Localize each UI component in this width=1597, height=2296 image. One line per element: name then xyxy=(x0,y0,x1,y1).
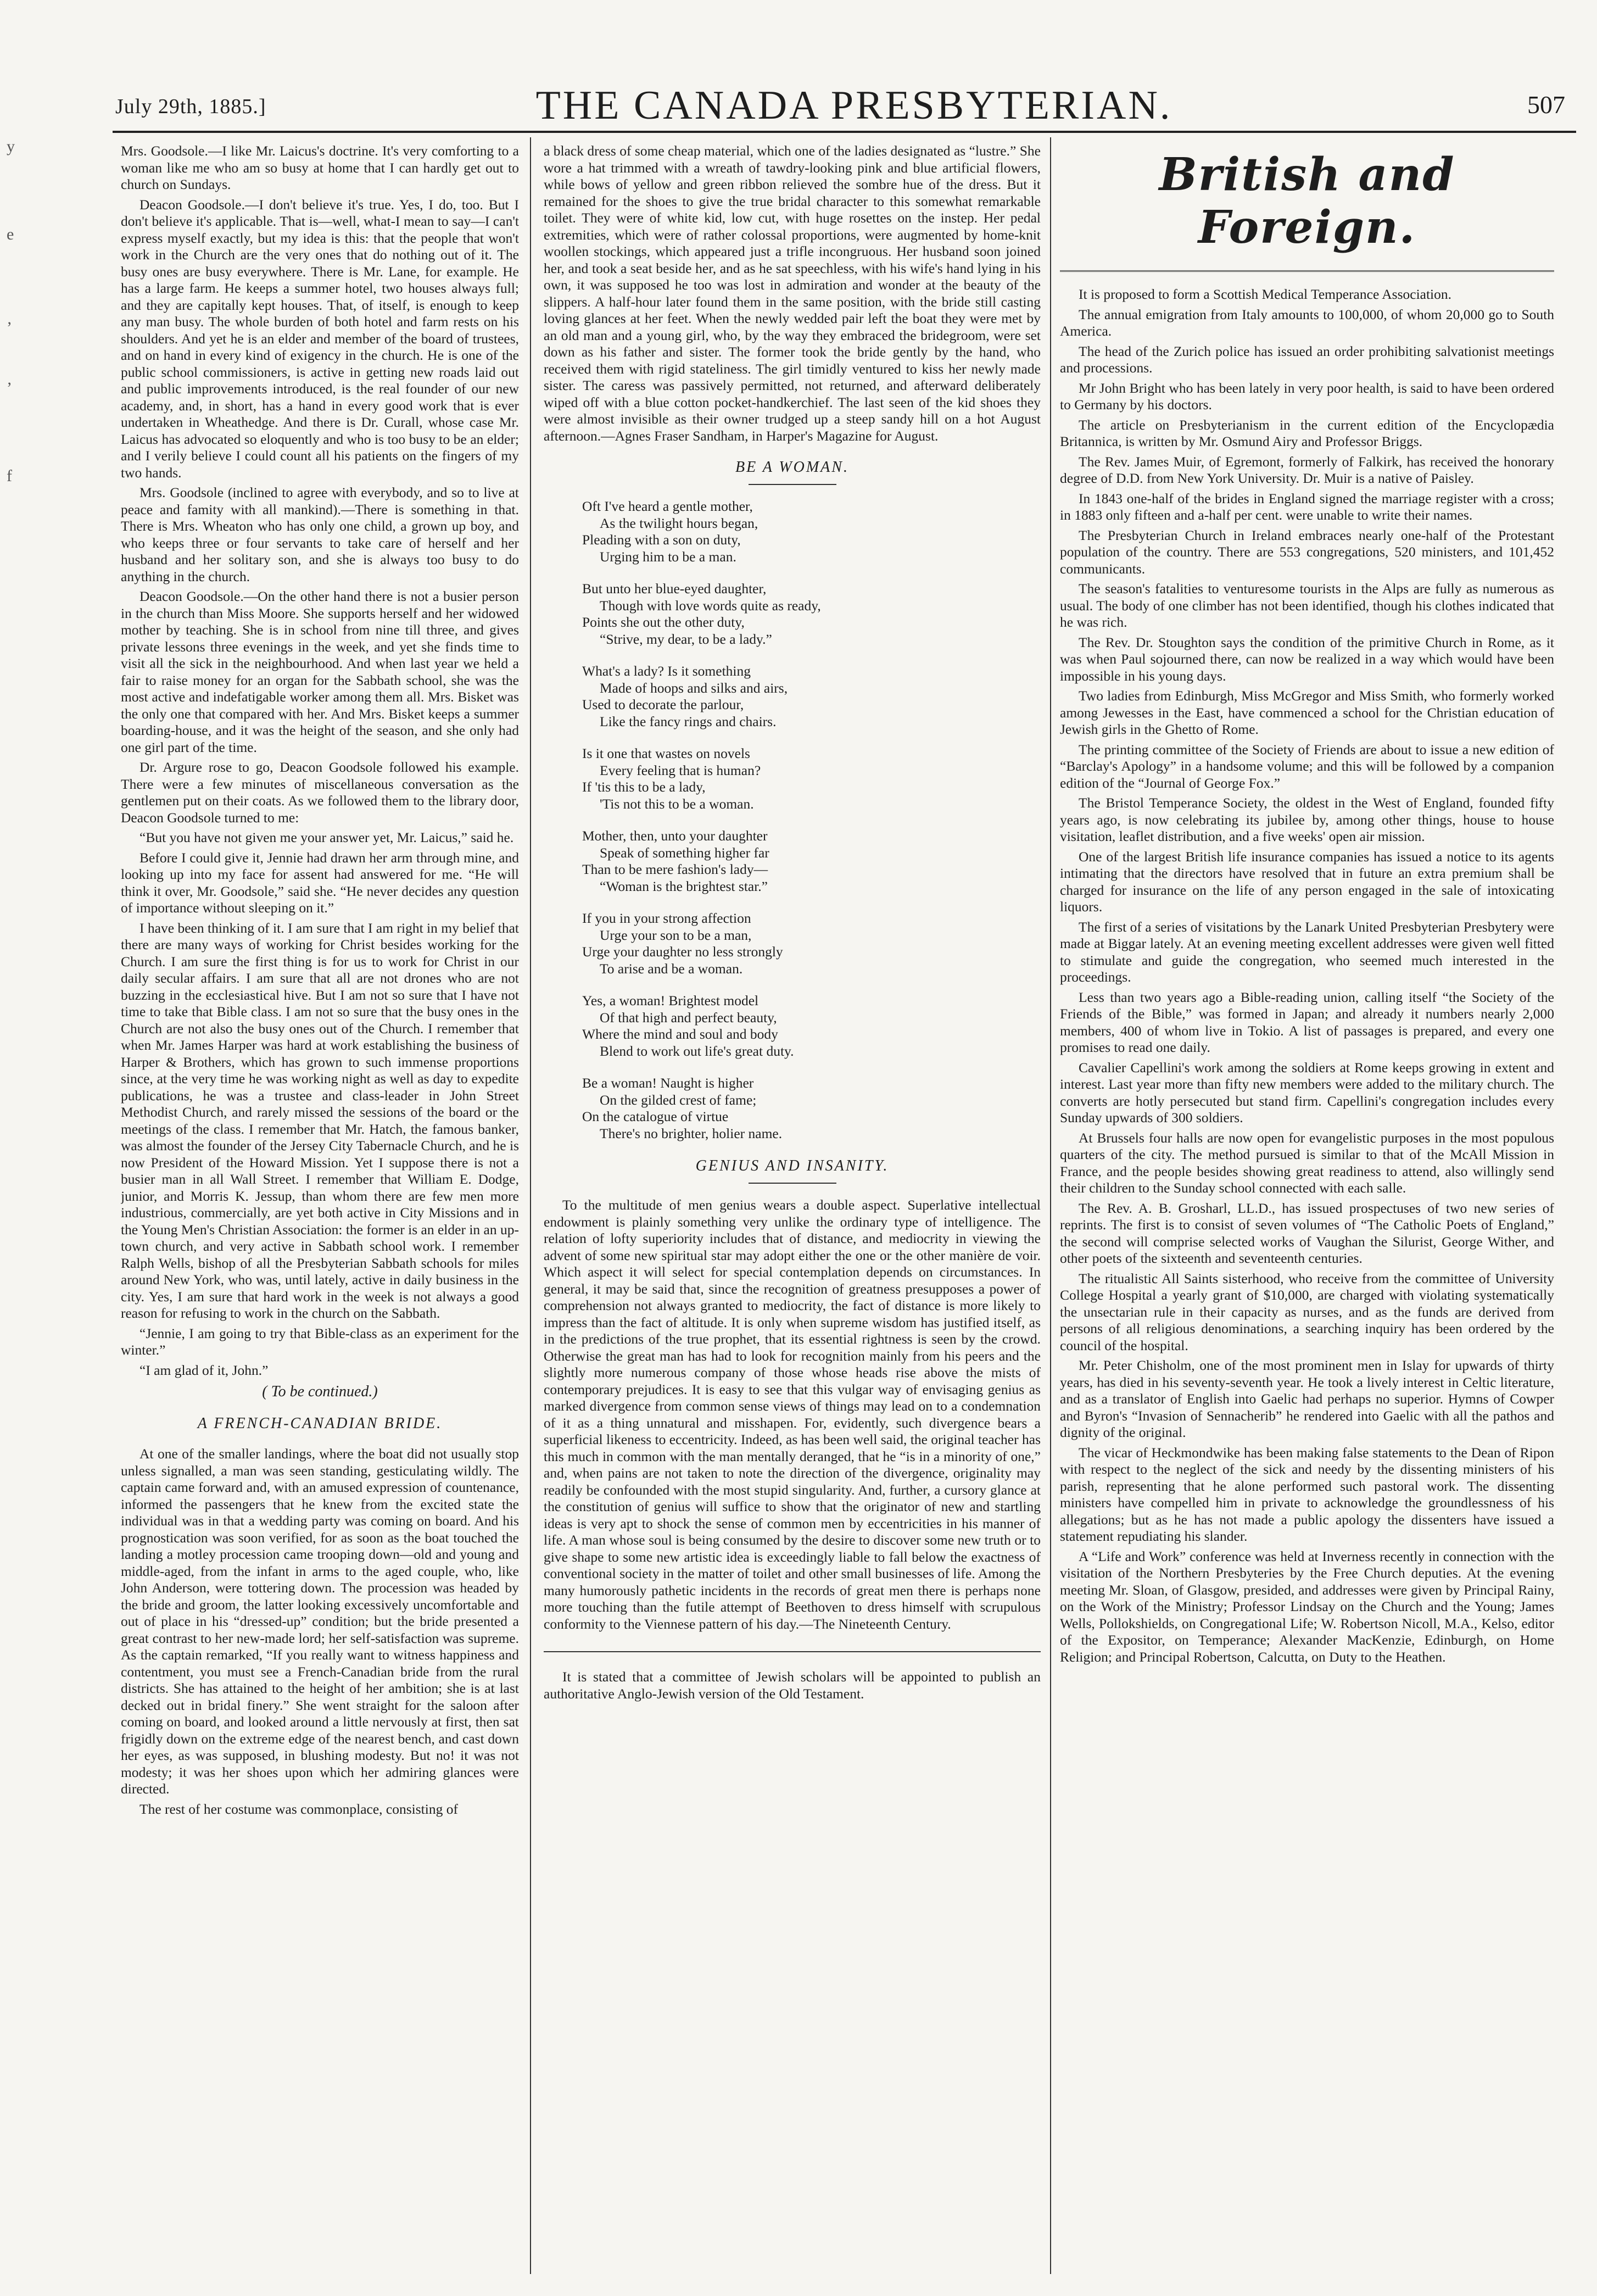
poem-line: Though with love words quite as ready, xyxy=(600,597,821,614)
paragraph: Mrs. Goodsole.—I like Mr. Laicus's doctrine. It's very comforting to a woman like me who am so busy at home that I can hardly get out to church on Sundays. xyxy=(121,143,519,192)
paragraph: I have been thinking of it. I am sure that I am right in my belief that there are many ways of working for Christ besides working for the Church. I am sure the first thing is for us to work for Christ in our daily secular affairs. I am sure that all are not drones who are not buzzing in the ecclesiastical hive. But I am not so sure that I have not time to take that Bible class. I am not so sure that the busy ones in the Church are not also the busy ones out of the Church. I remember that when Mr. James Harper was hard at work establishing the business of Harper & Brothers, which has grown to such immense proportions since, at the very time he was working night as well as day to expedite publications, he was a trustee and class-leader in John Street Methodist Church, and rarely missed the sessions of the board or the meetings of the class. I remember that Mr. Hatch, the famous banker, was almost the founder of the Jersey City Tabernacle Church, and he is now President of the Howard Mission. Yet I suppose there is not a busier man in all Wall Street. I remember that William E. Dodge, junior, and Morris K. Jessup, than whom there are few men more industrious, commercially, are yet both active in City Missions and in the Young Men's Christian Association: the former is an elder in an up-town church, and very active in Sabbath school work. I remember Ralph Wells, bishop of all the Presbyterian Sabbath schools for miles around New York, who was, until lately, active in daily business in the city. Yes, I am sure that hard work in the week is not always a good reason for refusing to work in the church on the Sabbath. xyxy=(121,919,519,1321)
poem-line: Of that high and perfect beauty, xyxy=(600,1009,777,1026)
heading-rule xyxy=(749,1183,836,1184)
issue-date: July 29th, 1885.] xyxy=(115,95,266,118)
news-item: Two ladies from Edinburgh, Miss McGregor and Miss Smith, who formerly worked among Jewesses in the East, have commenced a school for the Christian education of Jewish girls in the Ghetto of Rome. xyxy=(1060,688,1554,737)
header-rule xyxy=(113,131,1576,133)
section-heading-french-bride xyxy=(121,1415,519,1433)
paragraph: The rest of her costume was commonplace, consisting of xyxy=(139,1801,458,1817)
poem-line: Blend to work out life's great duty. xyxy=(600,1043,794,1059)
page-number: 507 xyxy=(1527,91,1565,119)
news-item: The Rev. Dr. Stoughton says the condition of the primitive Church in Rome, as it was when Paul sojourned there, can now be realized in a way which would have been impossible in his young days. xyxy=(1060,634,1554,684)
news-item: Mr John Bright who has been lately in very poor health, is said to have been ordered to Germany by his doctors. xyxy=(1060,380,1554,413)
paragraph: “But you have not given me your answer yet, Mr. Laicus,” said he. xyxy=(139,829,514,845)
news-item: At Brussels four halls are now open for evangelistic purposes in the most populous quarters of the city. The method pursued is similar to that of the McAll Mission in France, and the people besides showing great readiness to attend, also willingly send their children to the Sunday school connected with each salle. xyxy=(1060,1129,1554,1196)
poem-line: What's a lady? Is it something xyxy=(582,663,751,679)
poem-line: Be a woman! Naught is higher xyxy=(582,1075,754,1091)
poem-line: Mother, then, unto your daughter xyxy=(582,828,768,844)
news-item: It is proposed to form a Scottish Medical Temperance Association. xyxy=(1079,286,1452,302)
news-item: The printing committee of the Society of Friends are about to issue a new edition of “Barclay's Apology” in a handsome volume; and this will be followed by a companion edition of the “Journal of George Fox.” xyxy=(1060,741,1554,791)
margin-mark: y xyxy=(7,137,15,155)
section-heading-poem xyxy=(544,459,1041,485)
poem-stanza xyxy=(582,663,1041,730)
margin-mark: ’ xyxy=(7,379,12,397)
heading-text: GENIUS AND INSANITY. xyxy=(695,1157,889,1174)
poem-line: Made of hoops and silks and airs, xyxy=(600,679,788,696)
poem-line: On the gilded crest of fame; xyxy=(600,1091,757,1108)
news-item: The vicar of Heckmondwike has been making false statements to the Dean of Ripon with respect to the neglect of the sick and needy by the dissenting ministers of his parish, representing that he alone performed such pastoral work. The dissenting ministers have compelled him in private to acknowledge the groundlessness of his allegations; but as he has not made a public apology the dissenters have issued a statement repudiating his slander. xyxy=(1060,1444,1554,1544)
poem-line: 'Tis not this to be a woman. xyxy=(600,795,754,812)
news-item: The Presbyterian Church in Ireland embraces nearly one-half of the Protestant population of the country. There are 553 congregations, 520 ministers, and 101,452 communicants. xyxy=(1060,527,1554,577)
paragraph: Before I could give it, Jennie had drawn her arm through mine, and looking up into my face for assent had answered for me. “He will think it over, Mr. Goodsole,” said she. “He never decides any question of importance without sleeping on it.” xyxy=(121,849,519,916)
poem-line: Like the fancy rings and chairs. xyxy=(600,713,777,729)
poem-stanza xyxy=(582,993,1041,1060)
heading-rule xyxy=(749,484,836,485)
paragraph: Mrs. Goodsole (inclined to agree with everybody, and so to live at peace and famity with all mankind).—There is something in that. There is Mrs. Wheaton who has only one child, a grown up boy, and who keeps three or four servants to take care of herself and her husband and her solitary son, and she is always too busy to do anything in the church. xyxy=(121,484,519,584)
paragraph: Deacon Goodsole.—I don't believe it's true. Yes, I do, too. But I don't believe it's applicable. That is—well, what-I mean to say—I can't express myself exactly, but my idea is this: that the people that won't work in the Church are the very ones that do nothing out of it. The busy ones are busy everywhere. There is Mr. Lane, for example. He has a large farm. He keeps a summer hotel, two houses always full; and they are capitally kept houses. That, of itself, is enough to keep any man busy. The whole burden of both hotel and farm rests on his shoulders. And yet he is an elder and member of the board of trustees, and on hand in every kind of exigency in the church. He is one of the public school commissioners, is active in getting new roads laid out and public improvements introduced, is the real founder of our new academy, and, in short, has a hand in every good work that is ever undertaken in Wheathedge. And there is Dr. Curall, whose case Mr. Laicus has advocated so eloquently and who is too busy to be an elder; and I verily believe I could count all his patients on the fingers of my two hands. xyxy=(121,196,519,481)
poem-line: There's no brighter, holier name. xyxy=(600,1125,783,1141)
paragraph: It is stated that a committee of Jewish scholars will be appointed to publish an authoritative Anglo-Jewish version of the Old Testament. xyxy=(544,1669,1041,1702)
poem-line: Where the mind and soul and body xyxy=(582,1026,778,1042)
margin-mark: e xyxy=(7,225,14,243)
news-item: Mr. Peter Chisholm, one of the most prominent men in Islay for upwards of thirty years, has died in his seventy-seventh year. He took a lively interest in Celtic literature, and as a translator of English into Gaelic had perhaps no superior. Hymns of Cowper and Byron's “Invasion of Sennacherib” he rendered into Gaelic with all the pathos and dignity of the original. xyxy=(1060,1357,1554,1440)
british-and-foreign-title: British and Foreign. xyxy=(1159,148,1455,254)
poem-stanza xyxy=(582,581,1041,648)
paragraph: a black dress of some cheap material, which one of the ladies designated as “lustre.” She wore a hat trimmed with a wreath of tawdry-looking pink and blue artificial flowers, while bows of yellow and green ribbon relieved the sombre hue of the dress. But it remained for the shoes to give the true bridal character to this somewhat remarkable toilet. They were of white kid, low cut, with huge rosettes on the instep. Her pedal extremities, which were of rather colossal proportions, were augmented by home-knit woollen stockings, which appeared just a trifle incongruous. Her husband soon joined her, and took a seat beside her, and as he sat speechless, with his wife's hand lying in his own, it was supposed he too was lost in admiration and wonder at the beauty of the slippers. A half-hour later found them in the same position, with the bride still casting loving glances at her feet. When the newly wedded pair left the boat they were met by an old man and a young girl, who, by the way they embraced the bridegroom, were set down as his father and sister. The former took the bride gently by the hand, who received them with rigid stateliness. The girl timidly ventured to kiss her newly made sister. The caress was passively permitted, not returned, and afterward deliberately wiped off with a blue cotton pocket-handkerchief. The last seen of the kid shoes they were almost invisible as their owner trudged up a steep sandy hill on a hot August afternoon.—Agnes Fraser Sandham, in Harper's Magazine for August. xyxy=(544,143,1041,444)
heading-text: BE A WOMAN. xyxy=(735,459,849,476)
poem-line: Speak of something higher far xyxy=(600,844,769,861)
news-item: The head of the Zurich police has issued an order prohibiting salvationist meetings and processions. xyxy=(1060,343,1554,376)
heading-text: A FRENCH-CANADIAN BRIDE. xyxy=(197,1415,443,1432)
paragraph: At one of the smaller landings, where the boat did not usually stop unless signalled, a man was seen standing, gesticulating wildly. The captain came forward and, with an amused expression of countenance, informed the passengers that he knew from the excited state the individual was in that a wedding party was coming on board. And his prognostication was soon verified, for as soon as the boat touched the landing a motley procession came trooping down—old and young and middle-aged, from the infant in arms to the aged couple, who, like John Anderson, were tottering down. The procession was headed by the bride and groom, the latter looking excessively uncomfortable and out of place in his “dressed-up” condition; but the bride presented a great contrast to her new-made lord; her self-satisfaction was supreme. As the captain remarked, “If you really want to witness happiness and contentment, you must see a French-Canadian bride from the rural districts. She has attained to the height of her ambition; she is at last decked out in bridal finery.” She went straight for the saloon after coming on board, and looked around a little nervously at first, then sat frigidly down on the extreme edge of the nearest bench, and cast down her eyes, as was supposed, in blushing modesty. But no! it was not modesty; it was her shoes upon which her admiring glances were directed. xyxy=(121,1446,519,1797)
poem-line: “Woman is the brightest star.” xyxy=(600,878,768,894)
column-3 xyxy=(1060,143,1554,2280)
poem-line: “Strive, my dear, to be a lady.” xyxy=(600,631,772,647)
poem-line: Oft I've heard a gentle mother, xyxy=(582,498,753,514)
news-item: The Rev. James Muir, of Egremont, formerly of Falkirk, has received the honorary degree of D.D. from New York University. Dr. Muir is a native of Paisley. xyxy=(1060,453,1554,486)
news-item: The season's fatalities to venturesome tourists in the Alps are fully as numerous as usual. The body of one climber has not been identified, though his clothes indicated that he was rich. xyxy=(1060,581,1554,630)
page-header xyxy=(115,82,1593,126)
paragraph: “Jennie, I am going to try that Bible-class as an experiment for the winter.” xyxy=(121,1325,519,1358)
newspaper-title: THE CANADA PRESBYTERIAN. xyxy=(535,83,1172,128)
paragraph: To the multitude of men genius wears a double aspect. Superlative intellectual endowment is plainly something very unlike the ordinary type of intelligence. The relation of lofty superiority includes that of distance, and mediocrity in viewing the advent of some new spiritual star may adopt either the one or the other manière de voir. Which aspect it will select for special contemplation depends on circumstances. In general, it may be said that, since the recognition of greatness presupposes a power of comprehension not always granted to mediocrity, the fact of distance is more likely to impress than the fact of altitude. It is only when supreme wisdom has justified itself, as in the predictions of the true prophet, that its essential rightness is seen by the crowd. Otherwise the great man has had to look for recognition mainly from his peers and the slightly more numerous company of those whose heads rise above the mists of contemporary prejudices. It is easy to see that this vulgar way of envisaging genius as marked divergence from common sense views of things may lead on to a condemnation of it as a thing unnatural and misshapen. For, evidently, such divergence bears a superficial likeness to eccentricity. Indeed, as has been well said, the original teacher has this much in common with the man mentally deranged, that he “is in a minority of one,” and, when pains are not taken to note the direction of the divergence, originality may readily be confounded with the most stupid singularity. And, further, a cursory glance at the constitution of genius will suffice to show that the originator of new and startling ideas is very apt to shock the sense of common men by eccentricities in his manner of life. A man whose soul is being consumed by the desire to discover some new truth or to give shape to some new artistic idea is exceedingly liable to fall below the exactness of conventional society in the matter of toilet and other small businesses of life. Among the many humorously pathetic incidents in the records of great men there is perhaps none more touching than the futile attempt of Beethoven to dress himself with scrupulous conformity to the Viennese pattern of his day.—The Nineteenth Century. xyxy=(544,1197,1041,1632)
poem-line: Points she out the other duty, xyxy=(582,614,745,630)
margin-mark: ’ xyxy=(7,319,12,337)
margin-mark: f xyxy=(7,467,12,485)
news-item: Less than two years ago a Bible-reading union, calling itself “the Society of the Friends of the Bible,” was formed in Japan; and already it numbers nearly 2,000 members, 400 of whom live in Tokio. A list of passages is prepared, and every one promises to read one daily. xyxy=(1060,989,1554,1055)
poem-stanza xyxy=(582,828,1041,895)
poem-line: As the twilight hours began, xyxy=(600,515,758,531)
poem-stanza xyxy=(582,910,1041,977)
news-item: The annual emigration from Italy amounts to 100,000, of whom 20,000 go to South America. xyxy=(1060,306,1554,339)
poem-line: Used to decorate the parlour, xyxy=(582,696,744,712)
news-item: One of the largest British life insurance companies has issued a notice to its agents intimating that the directors have resolved that in future an extra premium shall be charged for insurance on the life of any person engaged in the sale of intoxicating liquors. xyxy=(1060,848,1554,915)
section-heading-genius xyxy=(544,1157,1041,1184)
paragraph: “I am glad of it, John.” xyxy=(139,1362,269,1378)
poem-line: Is it one that wastes on novels xyxy=(582,745,750,761)
poem-line: Urge your son to be a man, xyxy=(600,927,752,943)
column-2 xyxy=(544,143,1041,2280)
column-divider xyxy=(530,137,531,2274)
poem-stanza xyxy=(582,745,1041,812)
poem-line: But unto her blue-eyed daughter, xyxy=(582,581,767,597)
poem-line: Pleading with a son on duty, xyxy=(582,532,741,548)
poem-line: Yes, a woman! Brightest model xyxy=(582,993,759,1008)
poem-line: Than to be mere fashion's lady— xyxy=(582,861,768,877)
paragraph: Dr. Argure rose to go, Deacon Goodsole followed his example. There were a few minutes of miscellaneous conversation as the gentlemen put on their coats. As we followed them to the library door, Deacon Goodsole turned to me: xyxy=(121,759,519,826)
title-rule xyxy=(1060,270,1554,275)
poem-line: Urge your daughter no less strongly xyxy=(582,944,783,960)
poem-stanza xyxy=(582,1075,1041,1142)
news-item: The Rev. A. B. Grosharl, LL.D., has issued prospectuses of two new series of reprints. The first is to consist of seven volumes of “The Catholic Poets of England,” the second will comprise selected works of Vaughan the Silurist, George Wither, and other poets of the sixteenth and seventeenth centuries. xyxy=(1060,1200,1554,1266)
column-1 xyxy=(121,143,519,2280)
poem-line: If 'tis this to be a lady, xyxy=(582,779,706,795)
poem-line: If you in your strong affection xyxy=(582,910,751,926)
news-item: The ritualistic All Saints sisterhood, who receive from the committee of University College Hospital a yearly grant of $10,000, are charged with violating systematically the unsectarian rule in their capacity as nurses, and as the funds are derived from persons of all religious denominations, a searching inquiry has been ordered by the council of the hospital. xyxy=(1060,1270,1554,1353)
news-item: The Bristol Temperance Society, the oldest in the West of England, founded fifty years ago, is now celebrating its jubilee by, among other things, house to house visitation, leaflet distribution, and a five weeks' open air mission. xyxy=(1060,795,1554,844)
poem-line: To arise and be a woman. xyxy=(600,960,743,977)
section-divider xyxy=(544,1651,1041,1652)
column-divider xyxy=(1050,137,1051,2274)
news-item: The article on Presbyterianism in the current edition of the Encyclopædia Britannica, is written by Mr. Osmund Airy and Professor Briggs. xyxy=(1060,416,1554,449)
paragraph: Deacon Goodsole.—On the other hand there is not a busier person in the church than Miss Moore. She supports herself and her widowed mother by teaching. She is in school from nine till three, and gives private lessons three evenings in the week, and yet she finds time to visit all the sick in the neighbourhood. And when last year we held a fair to raise money for an organ for the Sabbath school, she was the most active and indefatigable worker among them all. Mrs. Bisket was the only one that compared with her. And Mrs. Bisket keeps a summer boarding-house, and it was the height of the season, and she only had one girl part of the time. xyxy=(121,588,519,755)
poem-line: On the catalogue of virtue xyxy=(582,1108,729,1124)
news-item: A “Life and Work” conference was held at Inverness recently in connection with the visitation of the Northern Presbyteries by the Free Church deputies. At the evening meeting Mr. Sloan, of Glasgow, presided, and addresses were given by Principal Rainy, on the Work of the Ministry; Professor Lindsay on the Church and the Young; James Wells, Pollokshields, on Congregational Life; W. Robertson Nicoll, M.A., Kelso, editor of the Expositor, on Temperance; Alexander MacKenzie, Edinburgh, on Home Religion; and Principal Robertson, Calcutta, on Duty to the Heathen. xyxy=(1060,1548,1554,1665)
poem-line: Every feeling that is human? xyxy=(600,762,761,778)
poem-stanza xyxy=(582,498,1041,565)
poem xyxy=(544,498,1041,1142)
news-item: The first of a series of visitations by the Lanark United Presbyterian Presbytery were made at Biggar lately. At an evening meeting excellent addresses were given well fitted to stimulate and guide the congregation, who seemed much interested in the proceedings. xyxy=(1060,918,1554,985)
to-be-continued: ( To be continued.) xyxy=(262,1383,378,1400)
news-item: Cavalier Capellini's work among the soldiers at Rome keeps growing in extent and interest. Last year more than fifty new members were added to the military church. The converts are hotly persecuted but stand firm. Capellini's congregation includes every Sunday upwards of 300 soldiers. xyxy=(1060,1059,1554,1125)
margin-marks xyxy=(7,137,29,522)
news-item: In 1843 one-half of the brides in England signed the marriage register with a cross; in 1883 only fifteen and a-half per cent. were unable to write their names. xyxy=(1060,490,1554,523)
poem-line: Urging him to be a man. xyxy=(600,548,736,565)
